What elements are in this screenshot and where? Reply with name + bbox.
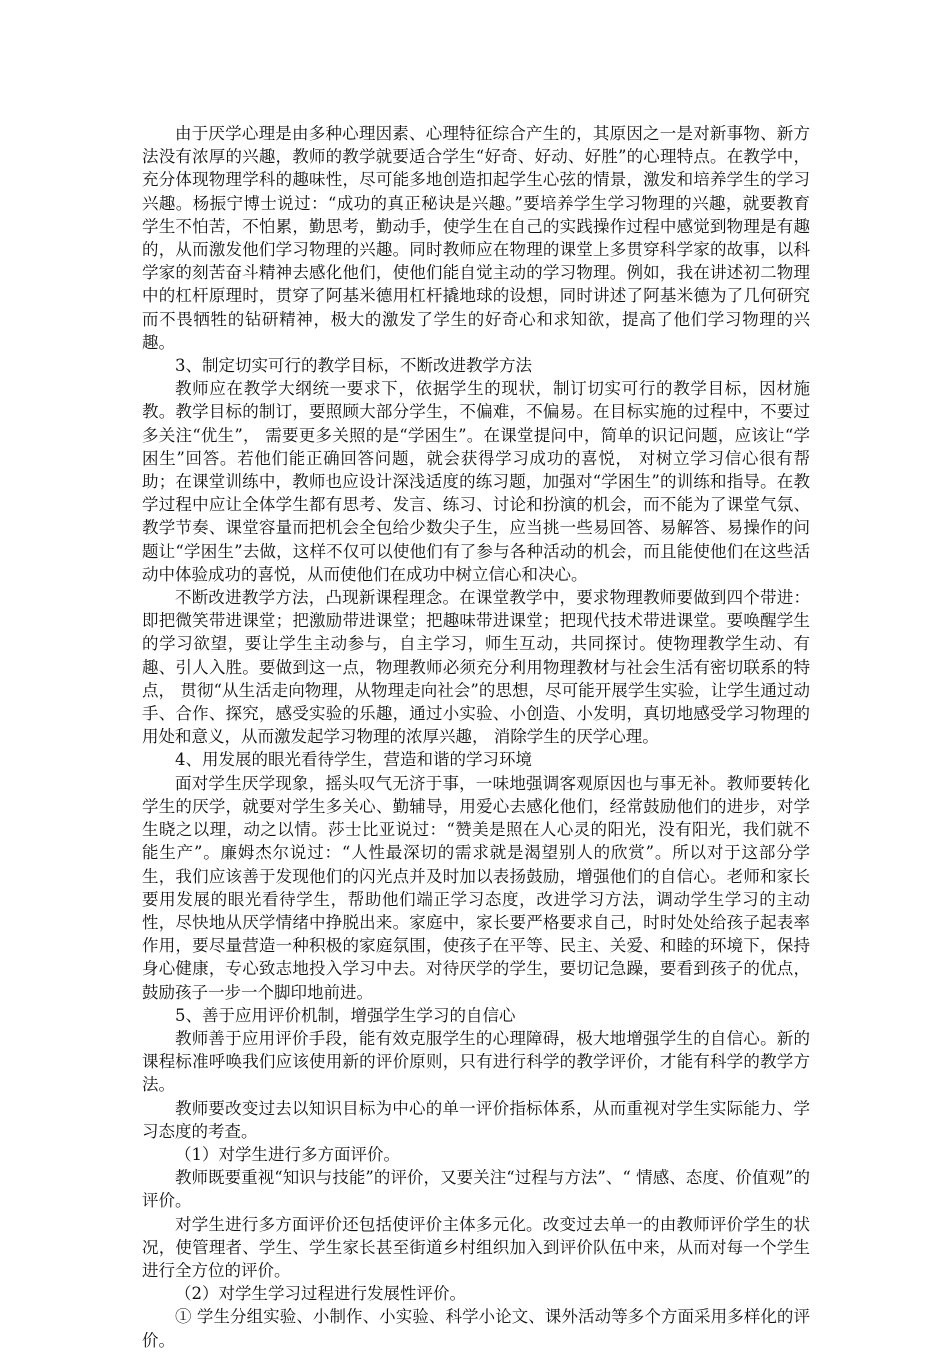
paragraph-development-view: 面对学生厌学现象，摇头叹气无济于事，一味地强调客观原因也与事无补。教师要转化学生的厌学，就要对学生多关心、勤辅导，用爱心去感化他们，经常鼓励他们的进步，对学生晓之以理，动之以情。莎士比亚说过：“赞美是照在人心灵的阳光，没有阳光，我们就不能生产”。廉姆杰尔说过：“人性最深切的需求就是渴望别人的欣赏”。所以对于这部分学生，我们应该善于发现他们的闪光点并及时加以表扬鼓励，增强他们的自信心。老师和家长要用发展的眼光看待学生，帮助他们端正学习态度，改进学习方法，调动学生学习的主动性，尽快地从厌学情绪中挣脱出来。家庭中，家长要严格要求自己，时时处处给孩子起表率作用，要尽量营造一种积极的家庭氛围，使孩子在平等、民主、关爱、和睦的环境下，保持身心健康，专心致志地投入学习中去。对待厌学的学生，要切记急躁，要看到孩子的优点，鼓励孩子一步一个脚印地前进。 [142,773,810,1002]
document-body [142,122,810,1352]
paragraph-teaching-goals: 教师应在教学大纲统一要求下，依据学生的现状，制订切实可行的教学目标，因材施教。教学目标的制订，要照顾大部分学生，不偏难，不偏易。在目标实施的过程中，不要过多关注“优生”， 需要更多关照的是“学困生”。在课堂提问中，简单的识记问题，应该让“学困生”回答。若他们能正确回答问题，就会获得学习成功的喜悦， 对树立学习信心很有帮助；在课堂训练中，教师也应设计深浅适度的练习题，加强对“学困生”的训练和指导。在教学过程中应让全体学生都有思考、发言、练习、讨论和扮演的机会，而不能为了课堂气氛、教学节奏、课堂容量而把机会全包给少数尖子生，应当挑一些易回答、易解答、易操作的问题让“学困生”去做，这样不仅可以使他们有了参与各种活动的机会，而且能使他们在这些活动中体验成功的喜悦，从而使他们在成功中树立信心和决心。 [142,379,810,584]
paragraph-evaluation-means: 教师善于应用评价手段，能有效克服学生的心理障碍，极大地增强学生的自信心。新的课程标准呼唤我们应该使用新的评价原则，只有进行科学的教学评价，才能有科学的教学方法。 [142,1028,810,1095]
list-item-1: ① 学生分组实验、小制作、小实验、科学小论文、课外活动等多个方面采用多样化的评价。 [142,1307,810,1350]
paragraph-teaching-methods: 不断改进教学方法，凸现新课程理念。在课堂教学中，要求物理教师要做到四个带进：即把微笑带进课堂；把激励带进课堂；把趣味带进课堂；把现代技术带进课堂。要唤醒学生的学习欲望，要让学生主动参与，自主学习，师生互动，共同探讨。使物理教学生动、有趣、引人入胜。要做到这一点，物理教师必须充分利用物理教材与社会生活有密切联系的特点， 贯彻“从生活走向物理，从物理走向社会”的思想，尽可能开展学生实验，让学生通过动手、合作、探究，感受实验的乐趣，通过小实验、小创造、小发明，真切地感受学习物理的用处和意义，从而激发起学习物理的浓厚兴趣， 消除学生的厌学心理。 [142,588,810,747]
paragraph-evaluation-system: 教师要改变过去以知识目标为中心的单一评价指标体系，从而重视对学生实际能力、学习态度的考查。 [142,1098,810,1141]
heading-section-5: 5、善于应用评价机制，增强学生学习的自信心 [175,1005,516,1025]
paragraph-knowledge-skills: 教师既要重视“知识与技能”的评价，又要关注“过程与方法”、“ 情感、态度、价值观”的评价。 [142,1168,810,1211]
subheading-process-evaluation: （2）对学生学习过程进行发展性评价。 [175,1284,466,1304]
heading-section-4: 4、用发展的眼光看待学生，营造和谐的学习环境 [175,750,532,770]
subheading-multi-evaluation: （1）对学生进行多方面评价。 [175,1144,400,1164]
paragraph-multi-subject: 对学生进行多方面评价还包括使评价主体多元化。改变过去单一的由教师评价学生的状况，使管理者、学生、学生家长甚至街道乡村组织加入到评价队伍中来，从而对每一个学生进行全方位的评价。 [142,1214,810,1280]
paragraph-interest: 由于厌学心理是由多种心理因素、心理特征综合产生的，其原因之一是对新事物、新方法没有浓厚的兴趣，教师的教学就要适合学生“好奇、好动、好胜”的心理特点。在教学中，充分体现物理学科的趣味性，尽可能多地创造扣起学生心弦的情景，激发和培养学生的学习兴趣。杨振宁博士说过：“成功的真正秘诀是兴趣。”要培养学生学习物理的兴趣，就要教育学生不怕苦，不怕累，勤思考，勤动手，使学生在自己的实践操作过程中感觉到物理是有趣的，从而激发他们学习物理的兴趣。同时教师应在物理的课堂上多贯穿科学家的故事，以科学家的刻苦奋斗精神去感化他们，使他们能自觉主动的学习物理。例如，我在讲述初二物理中的杠杆原理时，贯穿了阿基米德用杠杆撬地球的设想，同时讲述了阿基米德为了几何研究而不畏牺牲的钻研精神，极大的激发了学生的好奇心和求知欲，提高了他们学习物理的兴趣。 [142,124,810,352]
heading-section-3: 3、制定切实可行的教学目标，不断改进教学方法 [175,356,532,376]
